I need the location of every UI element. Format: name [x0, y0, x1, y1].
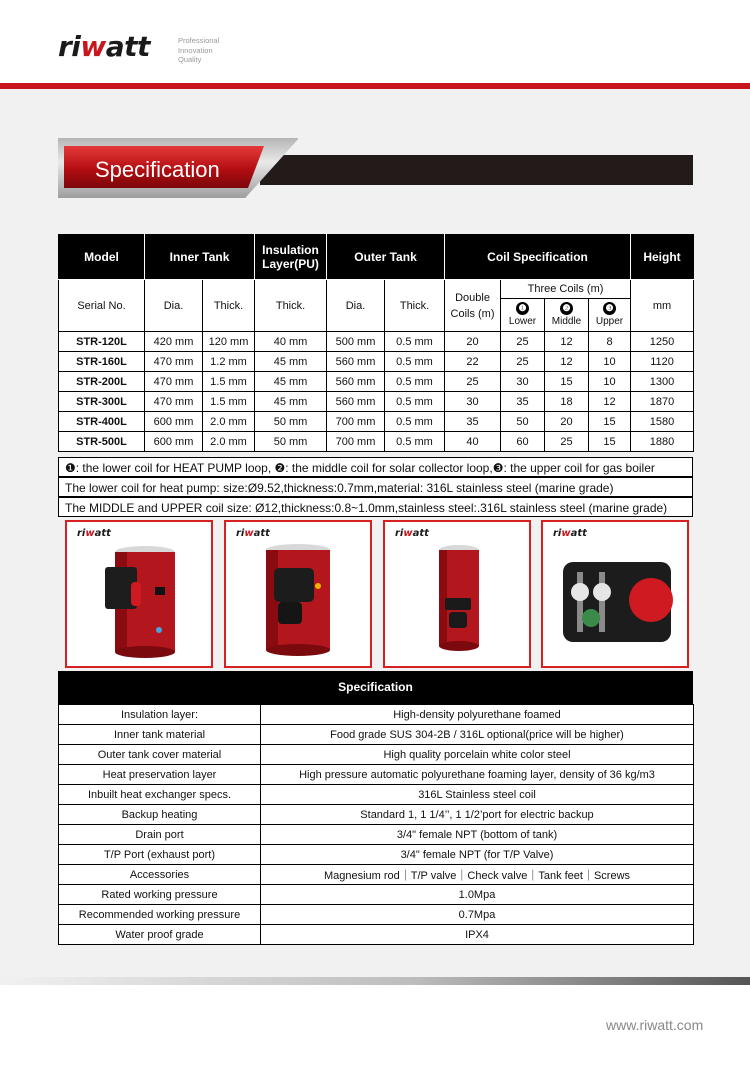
table-subheader-row: [59, 280, 694, 299]
table-cell: 700 mm: [327, 412, 385, 432]
coil-middle: [545, 299, 589, 332]
table-cell: 1.2 mm: [203, 352, 255, 372]
sub-insulation-thick: Thick.: [255, 280, 327, 332]
brand-logo: riwatt: [58, 30, 150, 63]
table-cell: 25: [501, 352, 545, 372]
table-cell: 50 mm: [255, 412, 327, 432]
spec2-title: Specification: [58, 671, 693, 704]
product-image-1: [65, 520, 213, 668]
table-cell: 45 mm: [255, 352, 327, 372]
table-row: [59, 885, 694, 905]
table-cell: 0.5 mm: [385, 372, 445, 392]
table-cell: 20: [545, 412, 589, 432]
table-row: [59, 805, 694, 825]
spec-label: Insulation layer:: [59, 705, 261, 725]
coil-legend-note: ❶: the lower coil for HEAT PUMP loop, ❷: the middle coil for solar collector loop,❸: the upper coil for gas boiler: [58, 457, 693, 477]
slim-tank-icon: [385, 522, 531, 668]
header-insulation: Insulation Layer(PU): [255, 235, 327, 280]
table-cell: 35: [501, 392, 545, 412]
table-cell: 10: [589, 372, 631, 392]
spec-label: Outer tank cover material: [59, 745, 261, 765]
table-cell: 30: [501, 372, 545, 392]
footer-gradient-bar: [0, 977, 750, 985]
table-cell: 1.5 mm: [203, 392, 255, 412]
table-cell: 15: [589, 432, 631, 452]
table-cell: 0.5 mm: [385, 332, 445, 352]
table-cell: STR-200L: [59, 372, 145, 392]
table-row: [59, 725, 694, 745]
coil-middle-mark: ❷: [560, 302, 573, 315]
spec-value: Standard 1, 1 1/4’’, 1 1/2’port for electric backup: [261, 805, 694, 825]
table-header-row: [59, 235, 694, 280]
table-row: [59, 905, 694, 925]
table-cell: 8: [589, 332, 631, 352]
coil-upper: [589, 299, 631, 332]
table-cell: 1880: [631, 432, 694, 452]
spec-label: T/P Port (exhaust port): [59, 845, 261, 865]
spec-label: Inbuilt heat exchanger specs.: [59, 785, 261, 805]
table-cell: 22: [445, 352, 501, 372]
product-logo: riwatt: [77, 528, 111, 539]
model-rows: [59, 332, 694, 452]
table-cell: 420 mm: [145, 332, 203, 352]
coil-lower: [501, 299, 545, 332]
coil-upper-mark: ❸: [603, 302, 616, 315]
table-cell: 12: [589, 392, 631, 412]
table-cell: 1580: [631, 412, 694, 432]
table-cell: 560 mm: [327, 372, 385, 392]
spec-value: 1.0Mpa: [261, 885, 694, 905]
table-cell: 470 mm: [145, 372, 203, 392]
table-cell: 2.0 mm: [203, 412, 255, 432]
table-cell: 20: [445, 332, 501, 352]
general-spec-table: [58, 704, 694, 945]
spec-label: Accessories: [59, 865, 261, 885]
header-outer-tank: Outer Tank: [327, 235, 445, 280]
upper-coil-note: The MIDDLE and UPPER coil size: Ø12,thickness:0.8~1.0mm,stainless steel:.316L stainless steel (marine grade): [58, 497, 693, 517]
spec-label: Rated working pressure: [59, 885, 261, 905]
table-cell: STR-300L: [59, 392, 145, 412]
table-cell: 18: [545, 392, 589, 412]
spec-value: 3/4" female NPT (bottom of tank): [261, 825, 694, 845]
coil-upper-label: Upper: [595, 316, 624, 327]
table-row: [59, 372, 694, 392]
table-cell: 1120: [631, 352, 694, 372]
table-row: [59, 705, 694, 725]
table-cell: 1870: [631, 392, 694, 412]
table-cell: 50: [501, 412, 545, 432]
table-row: [59, 845, 694, 865]
spec-label: Heat preservation layer: [59, 765, 261, 785]
table-cell: 12: [545, 352, 589, 372]
table-cell: STR-400L: [59, 412, 145, 432]
table-row: [59, 332, 694, 352]
product-image-3: [383, 520, 531, 668]
table-row: [59, 745, 694, 765]
spec-value: High-density polyurethane foamed: [261, 705, 694, 725]
product-logo: riwatt: [236, 528, 270, 539]
table-cell: 15: [589, 412, 631, 432]
banner-dark-bar: [260, 155, 693, 185]
spec-value: High pressure automatic polyurethane foaming layer, density of 36 kg/m3: [261, 765, 694, 785]
spec-label: Recommended working pressure: [59, 905, 261, 925]
table-cell: 0.5 mm: [385, 432, 445, 452]
sub-height-unit: mm: [631, 280, 694, 332]
coil-middle-label: Middle: [551, 316, 582, 327]
table-cell: 12: [545, 332, 589, 352]
spec2-rows: [59, 705, 694, 945]
table-row: [59, 765, 694, 785]
sub-outer-dia: Dia.: [327, 280, 385, 332]
footer-website: www.riwatt.com: [606, 1017, 704, 1033]
product-logo: riwatt: [553, 528, 587, 539]
table-row: [59, 785, 694, 805]
table-cell: STR-120L: [59, 332, 145, 352]
spec-value: High quality porcelain white color steel: [261, 745, 694, 765]
product-logo: riwatt: [395, 528, 429, 539]
table-cell: 560 mm: [327, 392, 385, 412]
section-title: Specification: [95, 157, 220, 182]
table-cell: 10: [589, 352, 631, 372]
table-cell: 25: [445, 372, 501, 392]
sub-inner-dia: Dia.: [145, 280, 203, 332]
table-cell: 60: [501, 432, 545, 452]
table-cell: 45 mm: [255, 372, 327, 392]
table-row: [59, 925, 694, 945]
spec-label: Backup heating: [59, 805, 261, 825]
sub-serial: Serial No.: [59, 280, 145, 332]
table-cell: STR-500L: [59, 432, 145, 452]
spec-value: IPX4: [261, 925, 694, 945]
table-row: [59, 392, 694, 412]
table-row: [59, 352, 694, 372]
table-cell: 470 mm: [145, 352, 203, 372]
spec-label: Drain port: [59, 825, 261, 845]
table-cell: 700 mm: [327, 432, 385, 452]
product-image-2: [224, 520, 372, 668]
table-cell: 15: [545, 372, 589, 392]
header-height: Height: [631, 235, 694, 280]
sub-double-coils: Double Coils (m): [445, 280, 501, 332]
table-row: [59, 825, 694, 845]
table-cell: 0.5 mm: [385, 392, 445, 412]
coil-lower-mark: ❶: [516, 302, 529, 315]
table-cell: 1250: [631, 332, 694, 352]
table-cell: 1.5 mm: [203, 372, 255, 392]
table-cell: 25: [545, 432, 589, 452]
table-row: [59, 432, 694, 452]
spec-value: Food grade SUS 304-2B / 316L optional(price will be higher): [261, 725, 694, 745]
table-cell: 560 mm: [327, 352, 385, 372]
header-inner-tank: Inner Tank: [145, 235, 255, 280]
spec-value: 3/4" female NPT (for T/P Valve): [261, 845, 694, 865]
sub-three-coils: Three Coils (m): [501, 280, 631, 299]
tank-with-pump-station-icon: [67, 522, 213, 668]
table-cell: 40: [445, 432, 501, 452]
tank-with-black-pump-icon: [226, 522, 372, 668]
table-row: [59, 412, 694, 432]
table-cell: 0.5 mm: [385, 352, 445, 372]
sub-inner-thick: Thick.: [203, 280, 255, 332]
lower-coil-note: The lower coil for heat pump: size:Ø9.52,thickness:0.7mm,material: 316L stainless steel (marine grade): [58, 477, 693, 497]
product-image-4: [541, 520, 689, 668]
table-cell: 600 mm: [145, 432, 203, 452]
model-spec-table: [58, 234, 694, 452]
table-cell: 1300: [631, 372, 694, 392]
spec-label: Water proof grade: [59, 925, 261, 945]
tagline-line: Professional: [178, 36, 220, 45]
table-cell: 600 mm: [145, 412, 203, 432]
table-cell: 25: [501, 332, 545, 352]
table-row: [59, 865, 694, 885]
header-model: Model: [59, 235, 145, 280]
table-cell: 500 mm: [327, 332, 385, 352]
pump-station-kit-icon: [543, 522, 689, 668]
header-coil-spec: Coil Specification: [445, 235, 631, 280]
table-cell: 40 mm: [255, 332, 327, 352]
table-cell: 470 mm: [145, 392, 203, 412]
sub-outer-thick: Thick.: [385, 280, 445, 332]
table-cell: STR-160L: [59, 352, 145, 372]
table-cell: 45 mm: [255, 392, 327, 412]
table-cell: 30: [445, 392, 501, 412]
spec-label: Inner tank material: [59, 725, 261, 745]
table-cell: 120 mm: [203, 332, 255, 352]
spec-value: Magnesium rod｜T/P valve｜Check valve｜Tank feet｜Screws: [261, 865, 694, 885]
spec-value: 316L Stainless steel coil: [261, 785, 694, 805]
table-cell: 50 mm: [255, 432, 327, 452]
tagline-line: Quality: [178, 55, 202, 64]
table-cell: 2.0 mm: [203, 432, 255, 452]
table-cell: 35: [445, 412, 501, 432]
tagline-line: Innovation: [178, 45, 213, 55]
brand-tagline: [178, 36, 219, 65]
table-cell: 0.5 mm: [385, 412, 445, 432]
spec-value: 0.7Mpa: [261, 905, 694, 925]
coil-lower-label: Lower: [508, 316, 537, 327]
